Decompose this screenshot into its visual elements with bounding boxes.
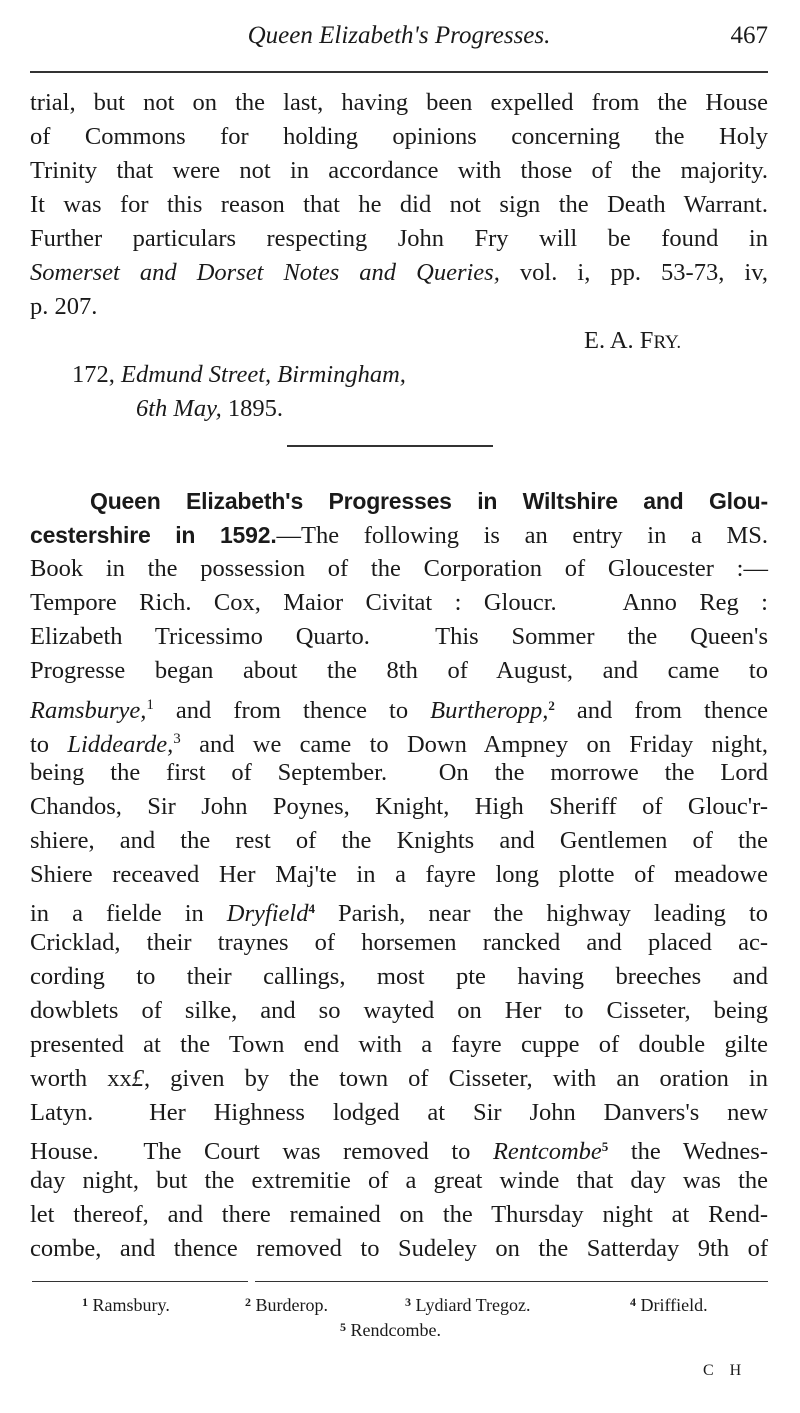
- footnote-ref: 1: [146, 697, 154, 713]
- footnote-ref: 5: [601, 1139, 609, 1154]
- signature-mark: C H: [703, 1362, 748, 1379]
- footnote-rule-left: [32, 1281, 248, 1282]
- text-run: House. The Court was removed to: [30, 1138, 493, 1165]
- text-line: [30, 1064, 768, 1094]
- footnote-ref: 3: [173, 731, 181, 747]
- text-run: Burtheropp,: [430, 697, 549, 724]
- footnote-5: $^5$ Rendcombe.: [340, 1320, 441, 1340]
- text-line: [30, 962, 768, 992]
- text-line: [30, 724, 768, 758]
- text-run: 1895.: [221, 395, 283, 422]
- text-run: Parish, near the highway leading to: [314, 900, 768, 927]
- text-run: It was for this reason that he did not sign the Death Warrant.: [30, 191, 768, 218]
- text-run: to: [30, 731, 68, 758]
- text-run: 172,: [72, 361, 121, 388]
- text-line: [30, 622, 768, 652]
- text-run: Somerset and Dorset Notes and Queries,: [30, 259, 500, 286]
- text-line: [30, 996, 768, 1026]
- text-run: the Wednes-: [608, 1138, 769, 1165]
- text-run: trial, but not on the last, having been expelled from the House: [30, 89, 768, 116]
- text-run: Further particulars respecting John Fry will be found in: [30, 225, 768, 252]
- text-line: [30, 1200, 768, 1230]
- text-run: and we came to Down Ampney on Friday night,: [180, 731, 768, 758]
- text-run: dowblets of silke, and so wayted on Her to Cisseter, being: [30, 997, 768, 1024]
- text-run: shiere, and the rest of the Knights and Gentlemen of the: [30, 827, 768, 854]
- text-line: [30, 894, 768, 927]
- text-run: and from thence to: [153, 697, 431, 724]
- text-line: [30, 88, 768, 118]
- text-line: [30, 758, 768, 788]
- text-line: [30, 928, 768, 958]
- text-line: [30, 122, 768, 152]
- text-run: cestershire in 1592.: [30, 522, 277, 548]
- text-run: combe, and thence removed to Sudeley on the Satterday 9th of: [30, 1235, 768, 1262]
- text-run: Rentcombe: [492, 1138, 602, 1165]
- header-rule: [30, 71, 768, 73]
- text-run: being the first of September. On the morrowe the Lord: [30, 759, 768, 786]
- text-line: [30, 156, 768, 186]
- text-run: , given by the town of Cisseter, with an oration in: [143, 1065, 768, 1092]
- text-line: [30, 520, 768, 550]
- text-run: Latyn. Her Highness lodged at Sir John Danvers's new: [30, 1099, 768, 1126]
- text-line: [30, 1030, 768, 1060]
- running-header: [30, 22, 768, 58]
- text-run: p. 207.: [30, 293, 98, 320]
- text-run: and from thence: [554, 697, 768, 724]
- text-run: Progresse began about the 8th of August, and came to: [30, 657, 768, 684]
- text-run: Book in the possession of the Corporation of Gloucester :—: [30, 555, 768, 582]
- text-line: [136, 394, 768, 424]
- section-divider: [287, 445, 493, 447]
- text-line: [30, 224, 768, 254]
- text-run: Cricklad, their traynes of horsemen rancked and placed ac-: [30, 929, 768, 956]
- text-line: [30, 826, 768, 856]
- text-run: Dryfield: [226, 900, 309, 927]
- footnote-4: $^4$ Driffield.: [630, 1295, 708, 1315]
- text-run: presented at the Town end with a fayre cuppe of double gilte: [30, 1031, 768, 1058]
- text-run: E. A. F: [584, 327, 654, 354]
- text-line: [72, 360, 768, 390]
- text-line: [30, 1098, 768, 1128]
- text-line: [30, 1166, 768, 1196]
- text-run: Shiere receaved Her Maj'te in a fayre long plotte of meadowe: [30, 861, 768, 888]
- text-line: [30, 190, 768, 220]
- text-line: [30, 554, 768, 584]
- text-run: Tempore Rich. Cox, Maior Civitat : Gloucr. Anno Reg :: [30, 589, 768, 616]
- text-run: Queen Elizabeth's Progresses in Wiltshire and Glou-: [90, 488, 768, 514]
- text-run: Liddearde,: [67, 731, 174, 758]
- text-line: [30, 860, 768, 890]
- footnote-rule-right: [255, 1281, 768, 1282]
- text-line: [30, 656, 768, 686]
- text-line: [90, 486, 768, 516]
- footnote-3: $^3$ Lydiard Tregoz.: [405, 1295, 531, 1315]
- text-run: in a fielde in: [30, 900, 227, 927]
- text-run: —The following is an entry in a MS.: [276, 522, 768, 549]
- running-title: Queen Elizabeth's Progresses.: [247, 22, 551, 49]
- text-run: Chandos, Sir John Poynes, Knight, High Sheriff of Glouc'r-: [30, 793, 768, 820]
- text-run: Edmund Street, Birmingham,: [121, 361, 406, 388]
- text-run: £: [131, 1065, 144, 1092]
- text-run: RY.: [653, 332, 682, 353]
- text-line: [30, 792, 768, 822]
- text-run: of Commons for holding opinions concerning the Holy: [30, 123, 768, 150]
- text-run: vol. i, pp. 53-73, iv,: [499, 259, 768, 286]
- text-line: [30, 1234, 768, 1264]
- text-line: [30, 1132, 769, 1165]
- text-run: 6th May,: [136, 395, 222, 422]
- text-line: [30, 690, 768, 724]
- text-run: let thereof, and there remained on the Thursday night at Rend-: [30, 1201, 768, 1228]
- page-number: 467: [730, 22, 768, 49]
- footnote-1: $^1$ Ramsbury.: [82, 1295, 170, 1315]
- text-run: worth xx: [30, 1065, 132, 1092]
- text-line: [30, 588, 768, 618]
- text-run: Ramsburye,: [30, 697, 147, 724]
- text-run: Trinity that were not in accordance with those of the majority.: [30, 157, 768, 184]
- text-run: Elizabeth Tricessimo Quarto. This Sommer the Queen's: [30, 623, 768, 650]
- text-line: [30, 292, 768, 322]
- text-run: day night, but the extremitie of a great winde that day was the: [30, 1167, 768, 1194]
- text-line: [584, 326, 768, 356]
- text-run: cording to their callings, most pte having breeches and: [30, 963, 768, 990]
- footnote-2: $^2$ Burderop.: [245, 1295, 328, 1315]
- footnote-ref: 4: [308, 901, 315, 916]
- text-line: [30, 258, 768, 288]
- footnote-ref: 2: [548, 698, 555, 713]
